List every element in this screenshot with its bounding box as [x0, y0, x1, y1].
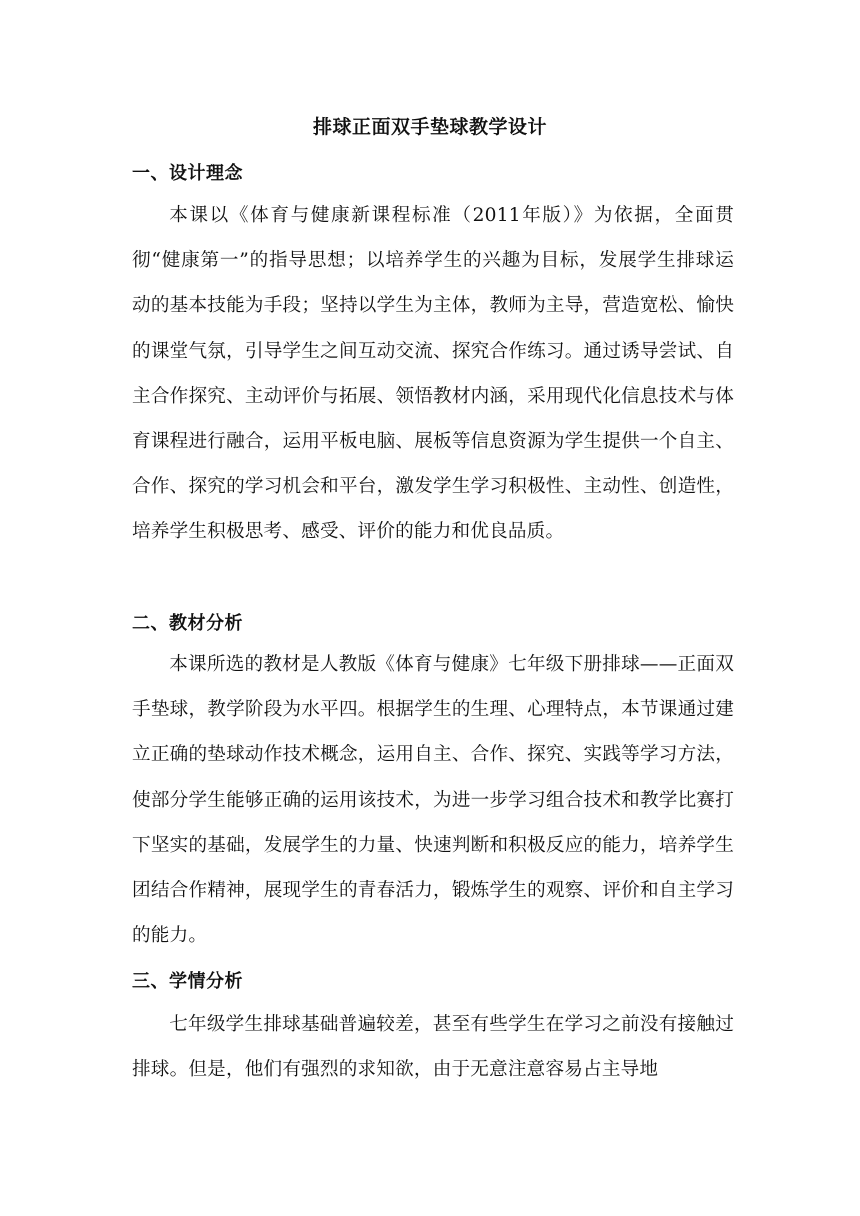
section-heading-design-concept: 一、设计理念 [132, 163, 243, 184]
section-paragraph-student-analysis: 七年级学生排球基础普遍较差，甚至有些学生在学习之前没有接触过排球。但是，他们有强烈的求知欲，由于无意注意容易占主导地 [132, 1014, 734, 1081]
section-paragraph-design-concept: 本课以《体育与健康新课程标准（2011年版）》为依据，全面贯彻“健康第一”的指导思想；以培养学生的兴趣为目标，发展学生排球运动的基本技能为手段；坚持以学生为主体，教师为主导，营造宽松、愉快的课堂气氛，引导学生之间互动交流、探究合作练习。通过诱导尝试、自主合作探究、主动评价与拓展、领悟教材内涵，采用现代化信息技术与体育课程进行融合，运用平板电脑、展板等信息资源为学生提供一个自主、合作、探究的学习机会和平台，激发学生学习积极性、主动性、创造性，培养学生积极思考、感受、评价的能力和优良品质。 [132, 205, 734, 543]
section-heading-student-analysis: 三、学情分析 [132, 971, 243, 992]
section-paragraph-textbook-analysis: 本课所选的教材是人教版《体育与健康》七年级下册排球——正面双手垫球，教学阶段为水平四。根据学生的生理、心理特点，本节课通过建立正确的垫球动作技术概念，运用自主、合作、探究、实践等学习方法，使部分学生能够正确的运用该技术，为进一步学习组合技术和教学比赛打下坚实的基础，发展学生的力量、快速判断和积极反应的能力，培养学生团结合作精神，展现学生的青春活力，锻炼学生的观察、评价和自主学习的能力。 [132, 654, 734, 947]
document-title: 排球正面双手垫球教学设计 [312, 116, 547, 138]
section-heading-textbook-analysis: 二、教材分析 [132, 613, 243, 634]
